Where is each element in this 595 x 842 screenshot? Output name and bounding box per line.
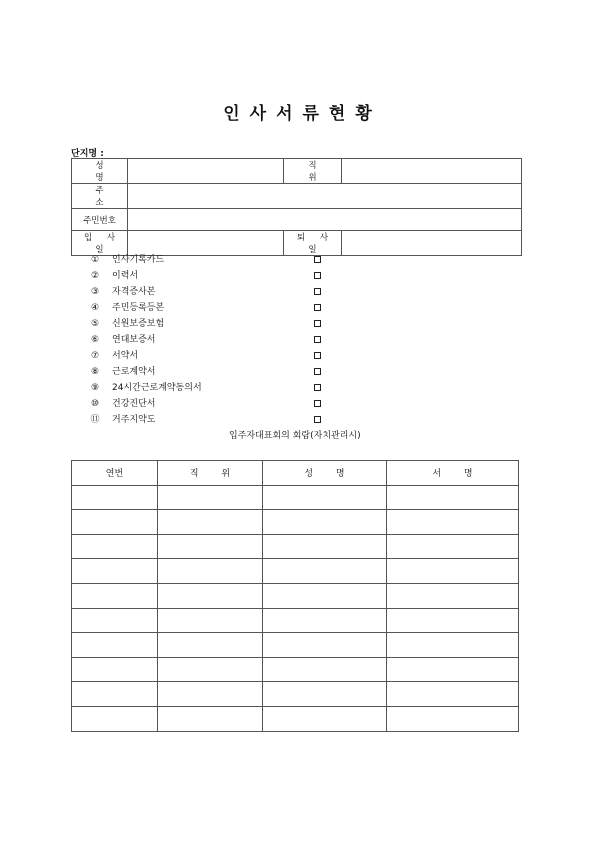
checklist-item: [88, 284, 328, 300]
position-cell[interactable]: [158, 682, 263, 707]
checklist-item: [88, 316, 328, 332]
name-label: 성 명: [72, 159, 128, 184]
checklist-number: ③: [90, 287, 100, 297]
checkbox-icon[interactable]: [314, 400, 321, 407]
checklist-label: 거주지약도: [112, 415, 156, 425]
checklist-number: ④: [90, 303, 100, 313]
checklist-label: 이력서: [112, 271, 139, 281]
checklist-item: [88, 396, 328, 412]
checklist-label: 서약서: [112, 351, 139, 361]
leave-date-label: 퇴 사 일: [284, 231, 342, 256]
checklist-label: 자격증사본: [112, 287, 156, 297]
address-label: 주 소: [72, 184, 128, 209]
position-cell[interactable]: [158, 657, 263, 682]
name-cell[interactable]: [263, 657, 387, 682]
employee-info-table: [71, 158, 522, 256]
circulation-note: 입주자대표회의 회람(자치관리시): [229, 431, 361, 441]
serial-cell[interactable]: [72, 485, 158, 510]
checklist-item: [88, 332, 328, 348]
checkbox-icon[interactable]: [314, 368, 321, 375]
signature-cell[interactable]: [387, 633, 519, 658]
name-cell[interactable]: [263, 534, 387, 559]
column-header-serial: 연번: [72, 461, 158, 486]
checklist-number: ⑥: [90, 335, 100, 345]
serial-cell[interactable]: [72, 534, 158, 559]
name-field[interactable]: [128, 159, 284, 184]
address-field[interactable]: [128, 184, 522, 209]
checklist-item: [88, 252, 328, 268]
checklist-number: ②: [90, 271, 100, 281]
signature-table: [71, 460, 519, 732]
position-cell[interactable]: [158, 559, 263, 584]
table-row: [72, 534, 519, 559]
serial-cell[interactable]: [72, 706, 158, 731]
serial-cell[interactable]: [72, 583, 158, 608]
table-row: [72, 510, 519, 535]
name-cell[interactable]: [263, 485, 387, 510]
position-cell[interactable]: [158, 583, 263, 608]
checklist-number: ⑧: [90, 367, 100, 377]
checklist-number: ⑪: [90, 415, 100, 425]
position-cell[interactable]: [158, 534, 263, 559]
checklist-number: ⑦: [90, 351, 100, 361]
signature-cell[interactable]: [387, 510, 519, 535]
position-label: 직 위: [284, 159, 342, 184]
checklist-number: ⑨: [90, 383, 100, 393]
checklist-number: ⑩: [90, 399, 100, 409]
checkbox-icon[interactable]: [314, 272, 321, 279]
name-cell[interactable]: [263, 706, 387, 731]
checklist-label: 인사기록카드: [112, 255, 165, 265]
table-row: [72, 633, 519, 658]
signature-cell[interactable]: [387, 559, 519, 584]
signature-cell[interactable]: [387, 682, 519, 707]
name-cell[interactable]: [263, 559, 387, 584]
checkbox-icon[interactable]: [314, 320, 321, 327]
signature-cell[interactable]: [387, 485, 519, 510]
signature-cell[interactable]: [387, 608, 519, 633]
column-header-signature: 서 명: [387, 461, 519, 486]
position-cell[interactable]: [158, 608, 263, 633]
table-row: [72, 706, 519, 731]
checklist-number: ⑤: [90, 319, 100, 329]
position-cell[interactable]: [158, 706, 263, 731]
name-cell[interactable]: [263, 510, 387, 535]
document-checklist: [88, 252, 328, 428]
position-cell[interactable]: [158, 485, 263, 510]
checkbox-icon[interactable]: [314, 352, 321, 359]
serial-cell[interactable]: [72, 633, 158, 658]
checkbox-icon[interactable]: [314, 256, 321, 263]
complex-name-label: 단지명 :: [71, 149, 104, 159]
checkbox-icon[interactable]: [314, 304, 321, 311]
checklist-item: [88, 300, 328, 316]
position-field[interactable]: [342, 159, 522, 184]
checklist-number: ①: [90, 255, 100, 265]
signature-cell[interactable]: [387, 706, 519, 731]
checklist-item: [88, 412, 328, 428]
resident-number-label: 주민번호: [72, 209, 128, 231]
serial-cell[interactable]: [72, 682, 158, 707]
serial-cell[interactable]: [72, 559, 158, 584]
signature-cell[interactable]: [387, 583, 519, 608]
name-cell[interactable]: [263, 583, 387, 608]
column-header-position: 직 위: [158, 461, 263, 486]
checklist-item: [88, 380, 328, 396]
checklist-label: 주민등록등본: [112, 303, 165, 313]
checklist-item: [88, 364, 328, 380]
resident-number-field[interactable]: [128, 209, 522, 231]
checkbox-icon[interactable]: [314, 336, 321, 343]
name-cell[interactable]: [263, 608, 387, 633]
serial-cell[interactable]: [72, 657, 158, 682]
serial-cell[interactable]: [72, 608, 158, 633]
checkbox-icon[interactable]: [314, 416, 321, 423]
checkbox-icon[interactable]: [314, 288, 321, 295]
table-row: [72, 559, 519, 584]
table-row: [72, 657, 519, 682]
table-row: [72, 485, 519, 510]
checklist-label: 24시간근로계약동의서: [112, 383, 202, 393]
serial-cell[interactable]: [72, 510, 158, 535]
signature-cell[interactable]: [387, 534, 519, 559]
checkbox-icon[interactable]: [314, 384, 321, 391]
name-cell[interactable]: [263, 682, 387, 707]
checklist-item: [88, 268, 328, 284]
checklist-item: [88, 348, 328, 364]
table-row: [72, 682, 519, 707]
name-cell[interactable]: [263, 633, 387, 658]
signature-cell[interactable]: [387, 657, 519, 682]
leave-date-field[interactable]: [342, 231, 522, 256]
checklist-label: 건강진단서: [112, 399, 156, 409]
table-row: [72, 583, 519, 608]
position-cell[interactable]: [158, 633, 263, 658]
position-cell[interactable]: [158, 510, 263, 535]
join-date-label: 입 사 일: [72, 231, 128, 256]
column-header-name: 성 명: [263, 461, 387, 486]
checklist-label: 신원보증보험: [112, 319, 165, 329]
checklist-label: 근로계약서: [112, 367, 156, 377]
checklist-label: 연대보증서: [112, 335, 156, 345]
page-title: 인사서류현황: [223, 104, 382, 124]
table-row: [72, 608, 519, 633]
